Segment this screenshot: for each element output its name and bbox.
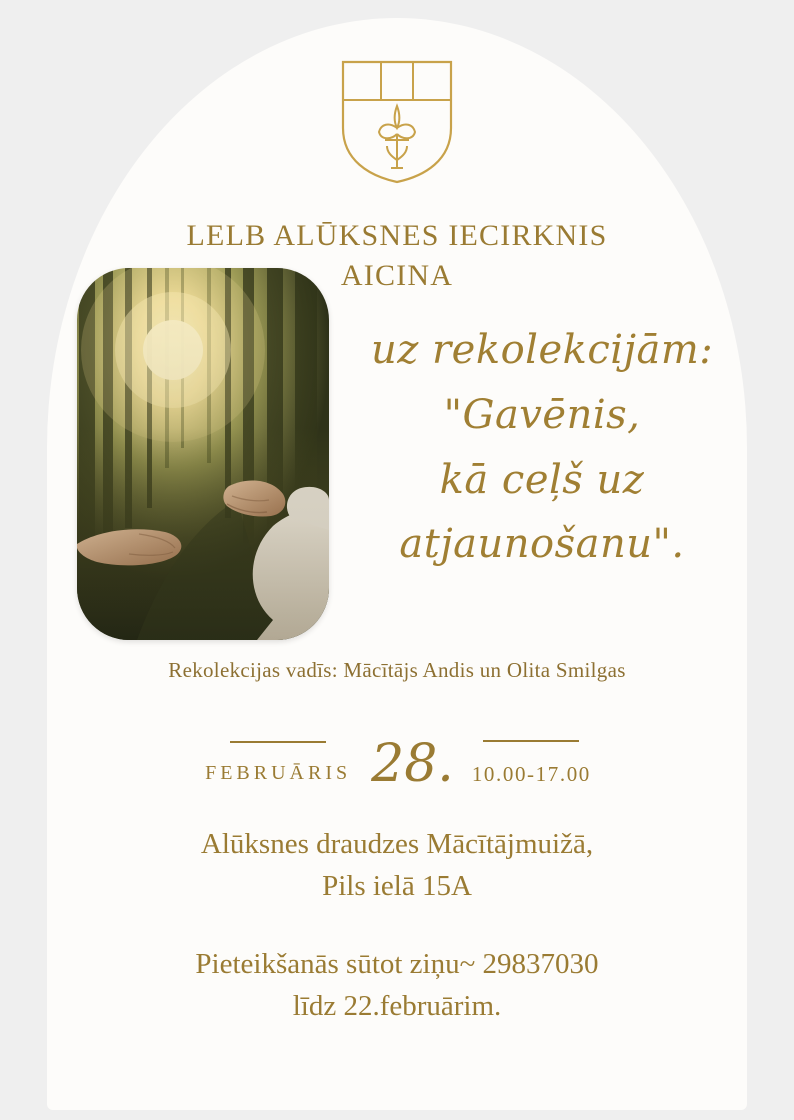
date-bar xyxy=(47,718,747,798)
script-line-1: uz rekolekcijām: xyxy=(371,327,714,373)
rule-right xyxy=(483,740,579,742)
address-line-1: Alūksnes draudzes Mācītājmuižā, xyxy=(200,828,594,860)
script-line-2: "Gavēnis, xyxy=(443,391,641,438)
heading-line-1: LELB ALŪKSNES IECIRKNIS xyxy=(186,219,608,252)
signup-block xyxy=(47,943,747,1028)
address-line-2: Pils ielā 15A xyxy=(322,870,472,903)
month-label: FEBRUĀRIS xyxy=(205,761,352,784)
forest-hands-photo xyxy=(77,268,329,640)
heraldic-shield-fleur-de-lis-icon xyxy=(337,56,457,186)
two-hands-reaching-in-sunlit-forest-photo xyxy=(77,268,329,640)
invitation-script-text xyxy=(347,318,737,577)
time-label: 10.00-17.00 xyxy=(471,761,591,786)
leaders-line: Rekolekcijas vadīs: Mācītājs Andis un Olita Smilgas xyxy=(168,658,626,682)
day-number: 28. xyxy=(371,734,454,794)
time-block xyxy=(460,740,603,786)
poster-card xyxy=(47,18,747,1110)
address-block xyxy=(47,823,747,908)
script-line-3: kā ceļš uz xyxy=(439,456,645,503)
month-block xyxy=(191,741,365,784)
signup-line-1: Pieteikšanās sūtot ziņu~ 29837030 xyxy=(195,948,599,980)
script-line-4: atjaunošanu". xyxy=(399,521,685,568)
signup-line-2: līdz 22.februārim. xyxy=(292,990,502,1023)
heading-line-2: AICINA xyxy=(340,258,454,292)
rule-left xyxy=(230,741,326,743)
crest-container xyxy=(337,56,457,186)
